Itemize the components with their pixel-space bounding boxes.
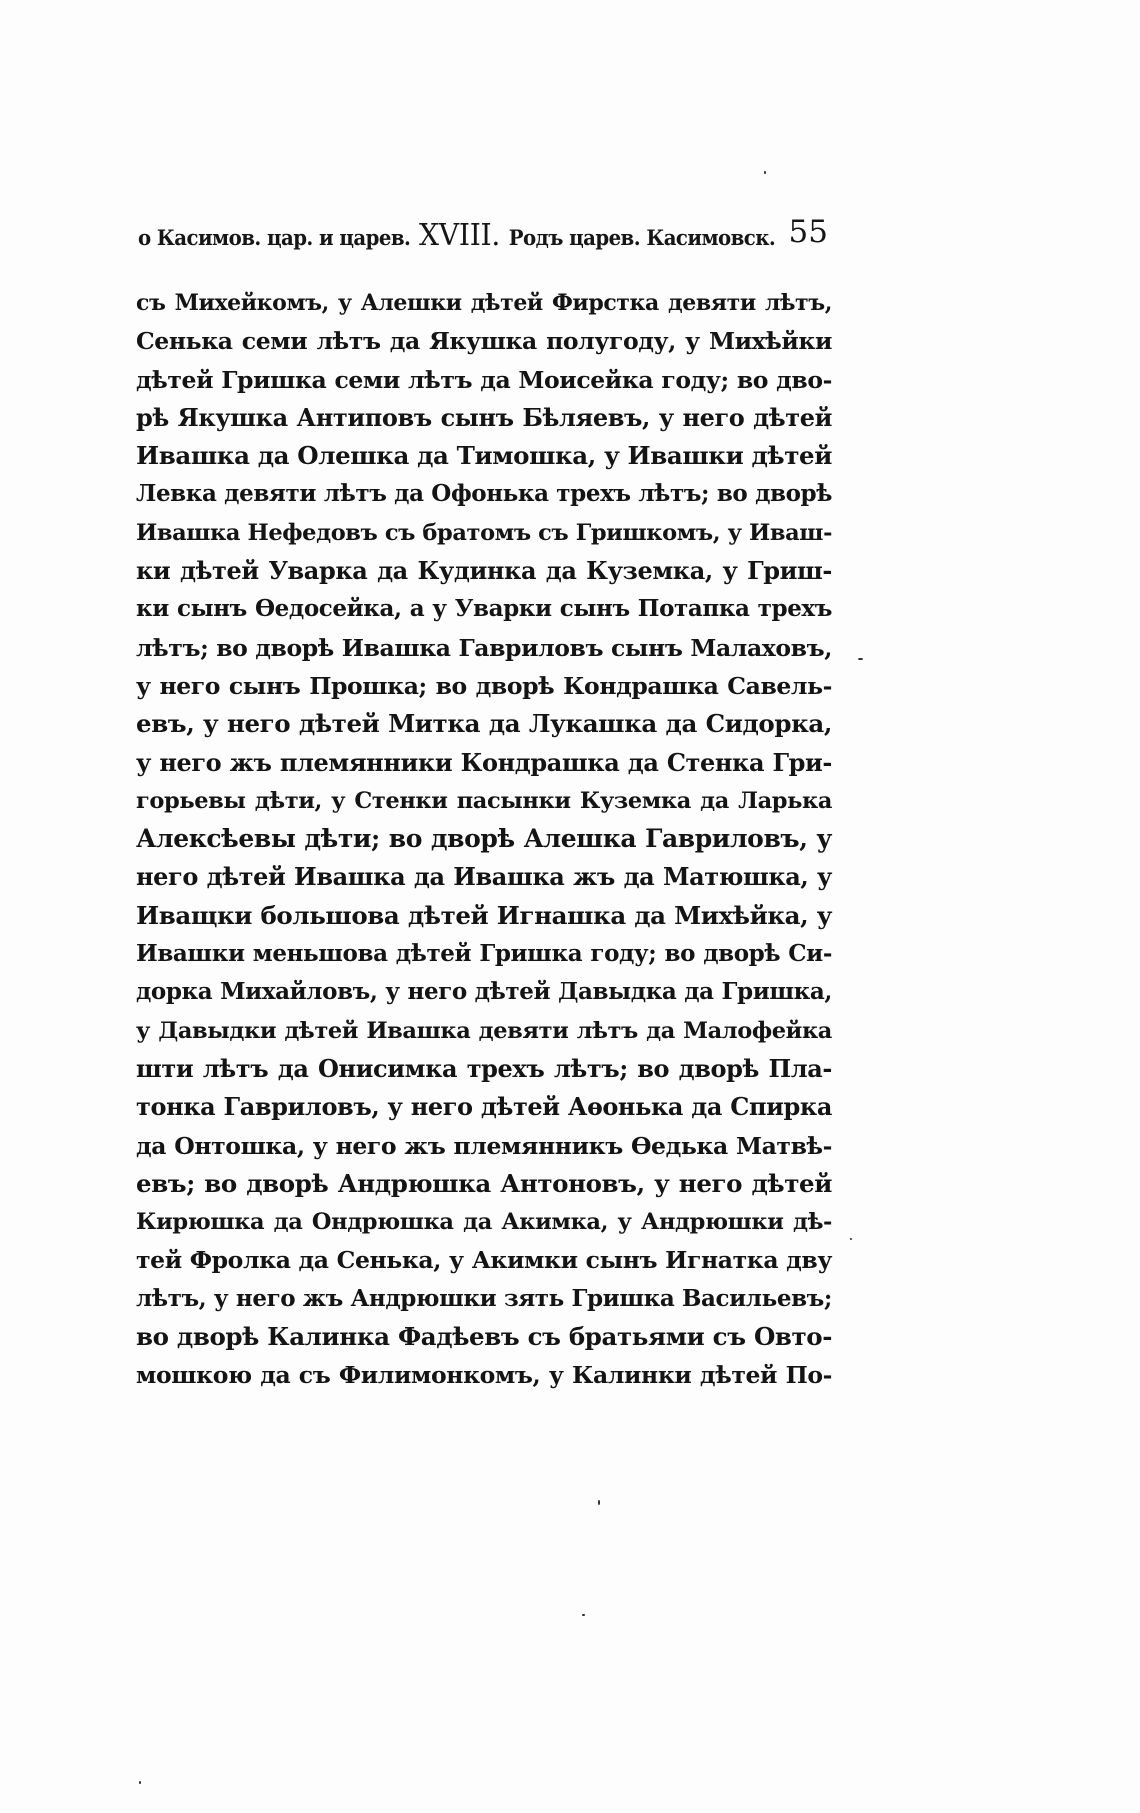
scan-speck [582,1614,585,1616]
text-line: ки сынъ Ѳедосейка, а у Уварки сынъ Потапка трехъ [136,595,832,623]
text-line: дѣтей Гришка семи лѣтъ да Моисейка году; во дво- [136,365,832,394]
text-line: лѣтъ, у него жъ Андрюшки зять Гришка Васильевъ; [136,1284,832,1312]
text-line: евъ, у него дѣтей Митка да Лукашка да Сидорка, [136,709,832,739]
body-text [136,284,832,1395]
text-line: лѣтъ; во дворѣ Ивашка Гавриловъ сынъ Малаховъ, [136,633,832,662]
text-line: Левка девяти лѣтъ да Офонька трехъ лѣтъ; во дворѣ [136,480,832,508]
scan-speck [858,658,863,660]
scan-speck [139,1781,141,1784]
text-line: евъ; во дворѣ Андрюшка Антоновъ, у него дѣтей [136,1168,832,1198]
text-line: у Давыдки дѣтей Ивашка девяти лѣтъ да Малофейка [136,1017,832,1044]
running-title [138,218,775,253]
text-line: Кирюшка да Ондрюшка да Акимка, у Андрюшки дѣ- [136,1209,832,1236]
text-line: Ивашка да Олешка да Тимошка, у Ивашки дѣтей [136,441,832,471]
text-line: дорка Михайловъ, у него дѣтей Давыдка да Гришка, [136,978,832,1006]
running-title-prefix: о [138,225,157,250]
running-title-part-3: Родъ царев. Касимовск. [508,225,776,250]
text-line: Алексѣевы дѣти; во дворѣ Алешка Гавриловъ, у [136,824,832,854]
text-line: рѣ Якушка Антиповъ сынъ Бѣляевъ, у него дѣтей [136,402,832,432]
text-line: него дѣтей Ивашка да Ивашка жъ да Матюшка, у [136,862,832,892]
text-line: Ивашки меньшова дѣтей Гришка году; во дворѣ Си- [136,940,832,968]
text-line: тей Фролка да Сенька, у Акимки сынъ Игнатка дву [136,1246,832,1275]
scan-speck [850,1238,852,1240]
text-line: да Онтошка, у него жъ племянникъ Ѳедька Матвѣ- [136,1131,832,1160]
text-line: Сенька семи лѣтъ да Якушка полугоду, у Михѣйки [136,327,832,356]
scan-speck [598,1500,600,1505]
text-line: съ Михейкомъ, у Алешки дѣтей Фирстка девяти лѣтъ, [136,290,832,316]
text-line: шти лѣтъ да Онисимка трехъ лѣтъ; во дворѣ Пла- [136,1053,832,1083]
text-line: у него сынъ Прошка; во дворѣ Кондрашка Савель- [136,671,832,700]
text-line: тонка Гавриловъ, у него дѣтей Аѳонька да Спирка [136,1092,832,1122]
text-line: во дворѣ Калинка Фадѣевъ съ братьями съ Овто- [136,1322,832,1352]
text-line: мошкою да съ Филимонкомъ, у Калинки дѣтей По- [136,1361,832,1390]
text-line: Иващки большова дѣтей Игнашка да Михѣйка, у [136,900,832,930]
running-title-part-1: Касимов. цар. и царев. [156,225,411,250]
text-line: горьевы дѣти, у Стенки пасынки Куземка да Ларька [136,787,832,814]
running-title-part-2: XVIII. [410,218,509,253]
page-number: 55 [788,214,828,250]
text-line: ки дѣтей Уварка да Кудинка да Куземка, у Гриш- [136,556,832,586]
text-line: Ивашка Нефедовъ съ братомъ съ Гришкомъ, у Иваш- [136,519,833,546]
text-line: у него жъ племянники Кондрашка да Стенка Гри- [136,747,832,777]
scan-speck [764,171,766,174]
